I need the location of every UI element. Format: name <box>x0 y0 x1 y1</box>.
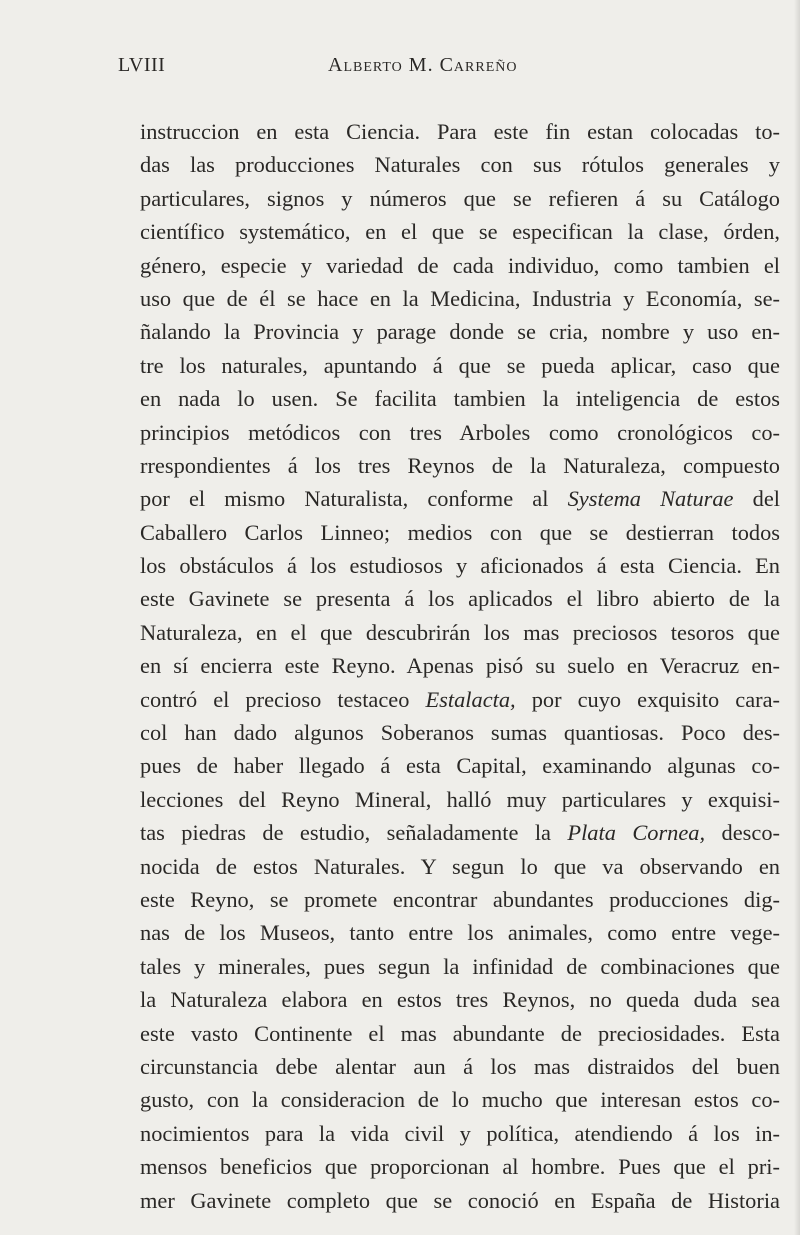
text-line: la Naturaleza elabora en estos tres Reynos, no queda duda sea <box>140 987 780 1013</box>
text-line: científico systemático, en el que se especifican la clase, órden, <box>140 219 780 245</box>
running-head-author: Alberto M. Carreño <box>328 54 518 76</box>
text-line: este vasto Continente el mas abundante de preciosidades. Esta <box>140 1020 780 1046</box>
text-line: por el mismo Naturalista, conforme al Systema Naturae del <box>140 486 780 512</box>
text-line: los obstáculos á los estudiosos y aficionados á esta Ciencia. En <box>140 553 780 579</box>
text-line: principios metódicos con tres Arboles como cronológicos co- <box>140 419 780 445</box>
page-number: LVIII <box>118 54 166 76</box>
text-line: género, especie y variedad de cada individuo, como tambien el <box>140 252 780 278</box>
text-line: este Gavinete se presenta á los aplicados el libro abierto de la <box>140 586 780 612</box>
text-line: instruccion en esta Ciencia. Para este fin estan colocadas to- <box>140 119 780 144</box>
text-line: pues de haber llegado á esta Capital, examinando algunas co- <box>140 753 780 779</box>
text-line: rrespondientes á los tres Reynos de la Naturaleza, compuesto <box>140 452 780 478</box>
text-line: nas de los Museos, tanto entre los animales, como entre vege- <box>140 920 780 946</box>
text-line: en sí encierra este Reyno. Apenas pisó su suelo en Veracruz en- <box>140 653 780 679</box>
page-edge-shadow <box>794 0 800 1235</box>
text-line: ñalando la Provincia y parage donde se cria, nombre y uso en- <box>140 319 780 345</box>
text-line: en nada lo usen. Se facilita tambien la inteligencia de estos <box>140 386 780 412</box>
text-line: nocimientos para la vida civil y política, atendiendo á los in- <box>140 1120 780 1146</box>
italic-term: Estalacta, <box>425 686 516 712</box>
body-paragraph <box>140 115 780 1217</box>
text-line: tre los naturales, apuntando á que se pueda aplicar, caso que <box>140 352 780 378</box>
text-line: gusto, con la consideracion de lo mucho que interesan estos co- <box>140 1087 780 1113</box>
text-line: nocida de estos Naturales. Y segun lo que va observando en <box>140 853 780 879</box>
running-head <box>118 54 678 84</box>
text-line: tales y minerales, pues segun la infinidad de combinaciones que <box>140 953 780 979</box>
text-line: Naturaleza, en el que descubrirán los mas preciosos tesoros que <box>140 619 780 645</box>
text-line: lecciones del Reyno Mineral, halló muy particulares y exquisi- <box>140 786 780 812</box>
text-line: particulares, signos y números que se refieren á su Catálogo <box>140 185 780 211</box>
text-line: col han dado algunos Soberanos sumas quantiosas. Poco des- <box>140 720 780 746</box>
text-line: uso que de él se hace en la Medicina, Industria y Economía, se- <box>140 285 780 311</box>
text-line: tas piedras de estudio, señaladamente la Plata Cornea, desco- <box>140 820 780 846</box>
text-line: circunstancia debe alentar aun á los mas distraidos del buen <box>140 1053 780 1079</box>
text-line: contró el precioso testaceo Estalacta, por cuyo exquisito cara- <box>140 686 780 712</box>
text-line: das las producciones Naturales con sus rótulos generales y <box>140 152 780 178</box>
text-line: este Reyno, se promete encontrar abundantes producciones dig- <box>140 886 780 912</box>
text-line: Caballero Carlos Linneo; medios con que se destierran todos <box>140 519 780 545</box>
italic-term: Plata Cornea, <box>567 820 706 846</box>
text-line: mer Gavinete completo que se conoció en España de Historia <box>140 1187 780 1213</box>
text-line: mensos beneficios que proporcionan al hombre. Pues que el pri- <box>140 1154 780 1180</box>
italic-term: Systema Naturae <box>567 486 734 512</box>
